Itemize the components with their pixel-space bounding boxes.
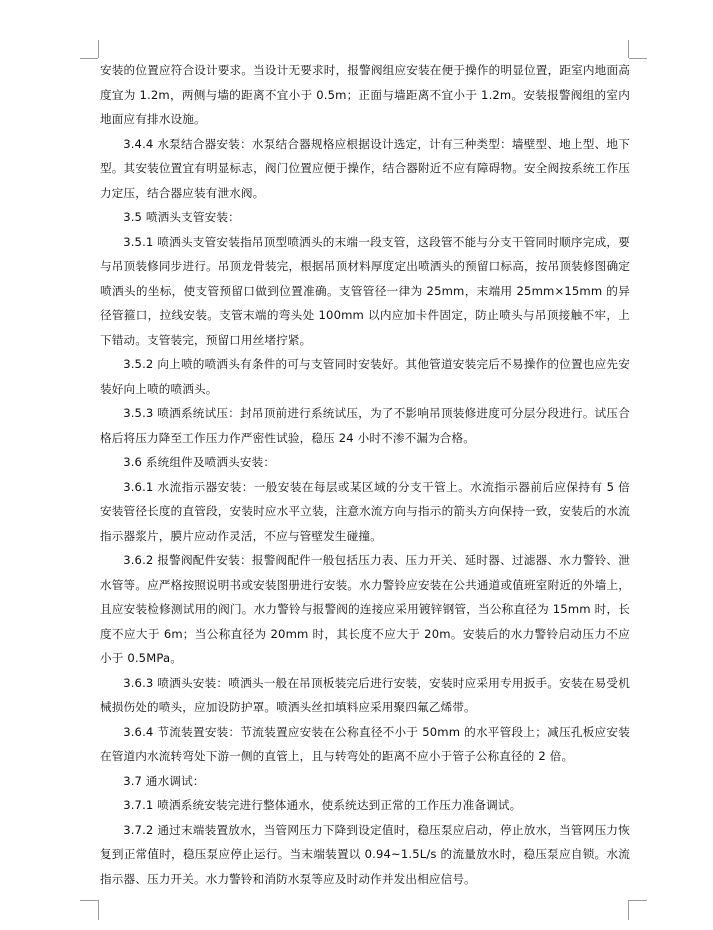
heading-3-5-sprinkler-branch-pipe: 3.5 喷洒头支管安装： <box>123 210 240 224</box>
paragraph-3-6-1: 3.6.1 水流指示器安装：一般安装在每层或某区域的分支干管上。水流指示器前后应保持有 5 倍安装管径长度的直管段，安装时应水平立装，注意水流方向与指示的箭头方向保持一致，安装后的水流指示器浆片，膜片应动作灵活，不应与管壁发生碰撞。 <box>100 479 630 543</box>
paragraph-3-5-1: 3.5.1 喷洒头支管安装指吊顶型喷洒头的末端一段支管，这段管不能与分支干管同时顺序完成，要与吊顶装修同步进行。吊顶龙骨装完，根据吊顶材料厚度定出喷洒头的预留口标高，按吊顶装修图确定喷洒头的坐标，使支管预留口做到位置准确。支管管径一律为 25mm，末端用 25mm×15mm 的异径管箍口，拉线安装。支管末端的弯头处 100mm 以内应加卡件固定，防止喷头与吊顶接触不牢，上下错动。支管装完，预留口用丝堵拧紧。 <box>100 234 630 347</box>
crop-mark-bottom-right-horizontal <box>629 900 647 901</box>
paragraph-3-7-2: 3.7.2 通过末端装置放水，当管网压力下降到设定值时，稳压泵应启动，停止放水，当管网压力恢复到正常值时，稳压泵应停止运行。当末端装置以 0.94~1.5L/s 的流量放水时，稳压泵应自锁。水流指示器、压力开关。水力警铃和消防水泵等应及时动作并发出相应信号。 <box>100 822 630 886</box>
paragraph-3-5-2: 3.5.2 向上喷的喷洒头有条件的可与支管同时安装好。其他管道安装完后不易操作的位置也应先安装好向上喷的喷洒头。 <box>100 357 630 396</box>
crop-mark-top-left-horizontal <box>80 58 98 59</box>
crop-mark-bottom-left-vertical <box>98 900 99 920</box>
crop-mark-bottom-right-vertical <box>628 900 629 920</box>
paragraph-alarm-valve-position: 安装的位置应符合设计要求。当设计无要求时，报警阀组应安装在便于操作的明显位置，距室内地面高度宜为 1.2m，两侧与墙的距离不宜小于 0.5m；正面与墙距离不宜小于 1.2m。安装报警阀组的室内地面应有排水设施。 <box>100 63 630 126</box>
paragraph-3-6-3: 3.6.3 喷洒头安装：喷洒头一般在吊顶板装完后进行安装，安装时应采用专用扳手。安装在易受机械损伤处的喷头，应加设防护罩。喷洒头丝扣填料应采用聚四氟乙烯带。 <box>100 675 630 714</box>
heading-3-7-water-test: 3.7 通水调试： <box>123 773 205 788</box>
paragraph-3-4-4-pump-adapter: 3.4.4 水泵结合器安装：水泵结合器规格应根据设计选定，计有三种类型：墙壁型、地上型、地下型。其安装位置宜有明显标志，阀门位置应便于操作，结合器附近不应有障碍物。安全阀按系统工作压力定压，结合器应装有泄水阀。 <box>100 136 630 200</box>
heading-3-6-components: 3.6 系统组件及喷洒头安装： <box>123 455 276 469</box>
crop-mark-top-right-vertical <box>628 40 629 58</box>
paragraph-3-6-2: 3.6.2 报警阀配件安装：报警阀配件一般包括压力表、压力开关、延时器、过滤器、水力警铃、泄水管等。应严格按照说明书或安装图册进行安装。水力警铃应安装在公共通道或值班室附近的外墙上，且应安装检修测试用的阀门。水力警铃与报警阀的连接应采用镀锌钢管，当公称直径为 15mm 时，长度不应大于 6m；当公称直径为 20mm 时，其长度不应大于 20m。安装后的水力警铃启动压力不应小于 0.5MPa。 <box>100 553 630 665</box>
paragraph-3-5-3: 3.5.3 喷洒系统试压：封吊顶前进行系统试压，为了不影响吊顶装修进度可分层分段进行。试压合格后将压力降至工作压力作严密性试验，稳压 24 小时不渗不漏为合格。 <box>100 406 630 445</box>
paragraph-3-7-1: 3.7.1 喷洒系统安装完进行整体通水，使系统达到正常的工作压力准备调试。 <box>123 798 522 812</box>
document-body <box>100 58 630 891</box>
crop-mark-top-left-vertical <box>98 40 99 58</box>
crop-mark-top-right-horizontal <box>629 58 647 59</box>
crop-mark-bottom-left-horizontal <box>80 900 98 901</box>
paragraph-3-6-4: 3.6.4 节流装置安装：节流装置应安装在公称直径不小于 50mm 的水平管段上；减压孔板应安装在管道内水流转弯处下游一侧的直管上，且与转弯处的距离不应小于管子公称直径的 2 倍。 <box>100 724 630 763</box>
